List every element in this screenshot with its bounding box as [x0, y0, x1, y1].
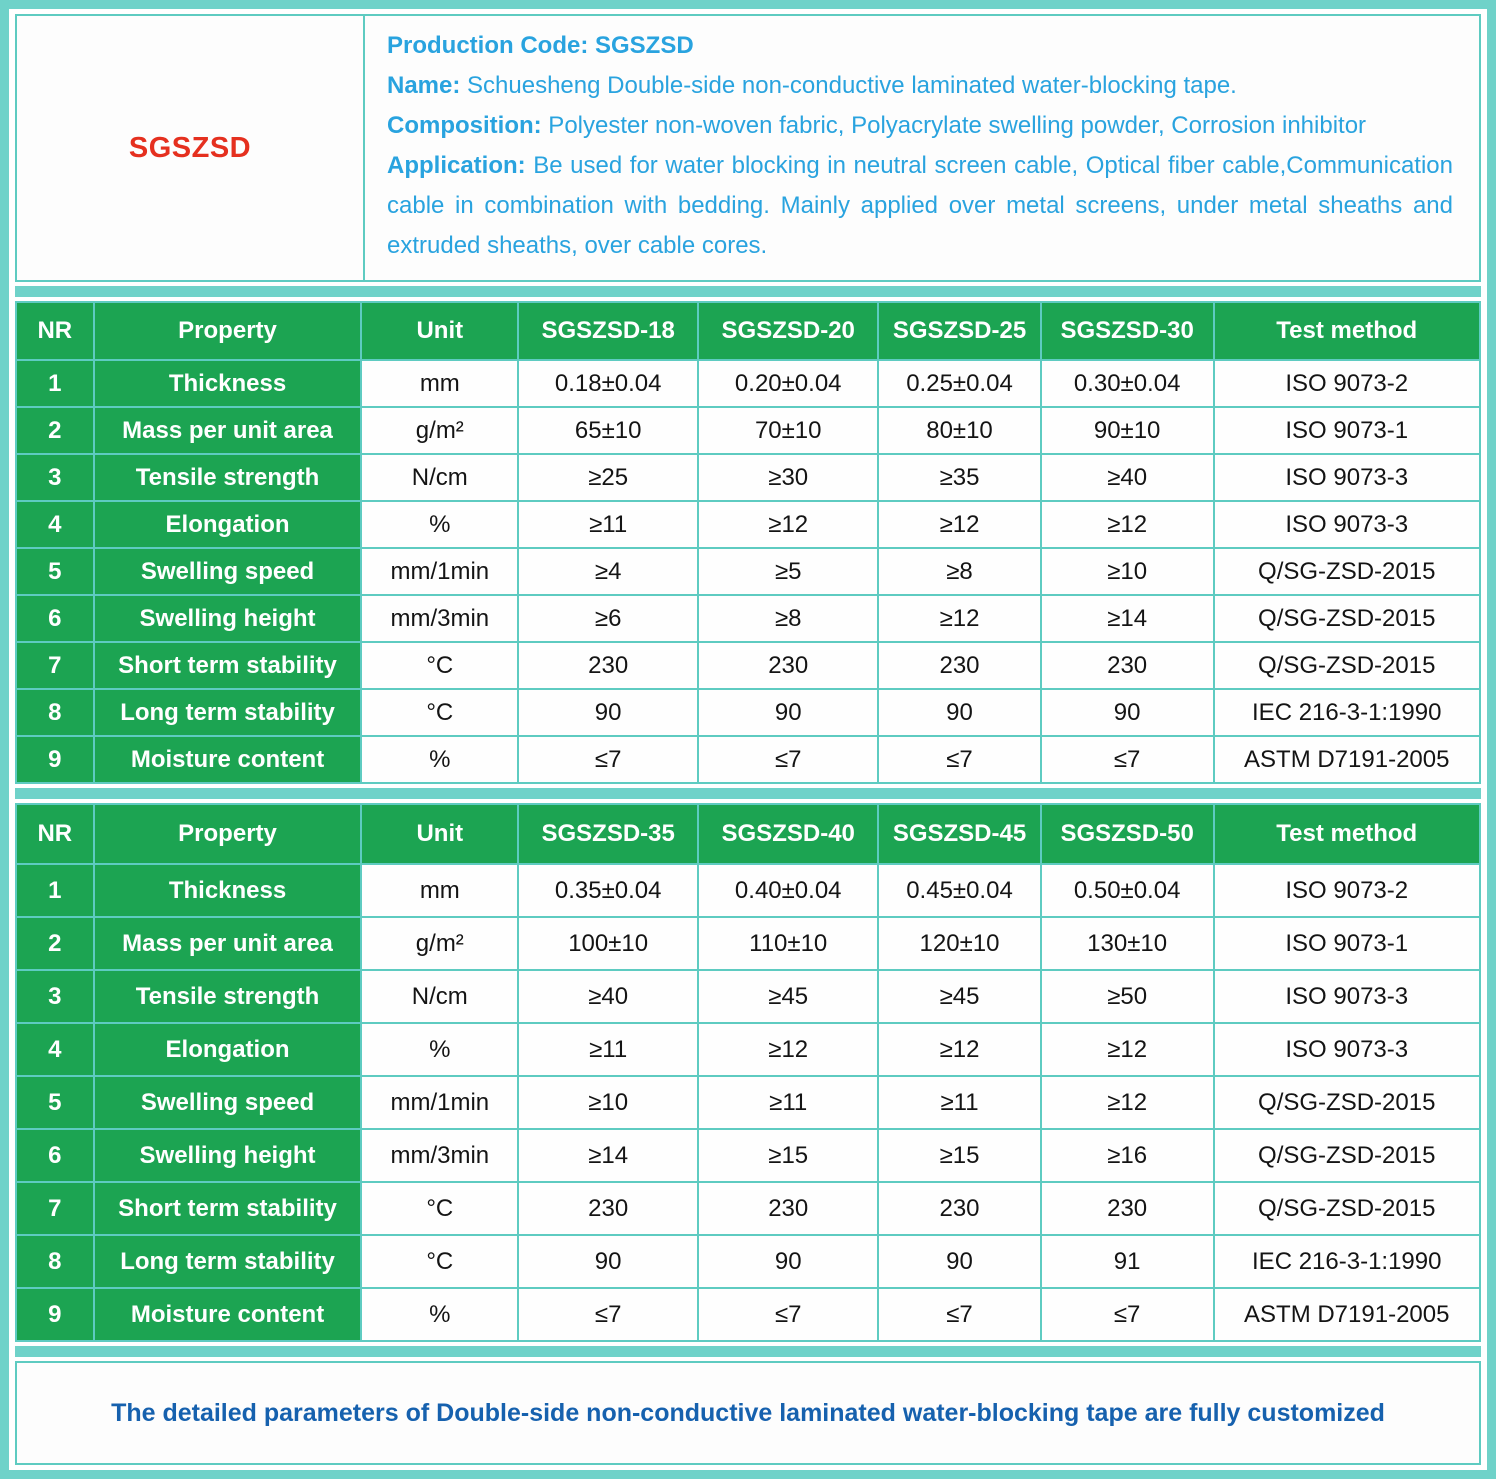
row-number: 1 [16, 360, 94, 407]
test-method-cell: Q/SG-ZSD-2015 [1214, 595, 1481, 642]
unit-cell: g/m² [361, 917, 518, 970]
row-number: 2 [16, 407, 94, 454]
row-number: 3 [16, 454, 94, 501]
value-cell: 90 [878, 1235, 1041, 1288]
unit-cell: g/m² [361, 407, 518, 454]
property-cell: Long term stability [94, 689, 362, 736]
test-method-cell: Q/SG-ZSD-2015 [1214, 1076, 1481, 1129]
test-method-cell: ISO 9073-2 [1214, 360, 1481, 407]
unit-cell: mm/1min [361, 1076, 518, 1129]
value-cell: ≥12 [878, 1023, 1041, 1076]
value-cell: 0.50±0.04 [1041, 864, 1214, 917]
test-method-cell: ISO 9073-3 [1214, 454, 1481, 501]
value-cell: ≥10 [1041, 548, 1214, 595]
table-row [16, 917, 1480, 970]
property-cell: Short term stability [94, 1182, 362, 1235]
column-header-sgszsd-30: SGSZSD-30 [1041, 302, 1214, 360]
property-cell: Swelling speed [94, 548, 362, 595]
row-number: 7 [16, 1182, 94, 1235]
value-cell: ≥8 [878, 548, 1041, 595]
test-method-cell: ASTM D7191-2005 [1214, 736, 1481, 783]
value-cell: ≥11 [878, 1076, 1041, 1129]
value-cell: 0.18±0.04 [518, 360, 698, 407]
value-cell: ≤7 [878, 736, 1041, 783]
row-number: 5 [16, 1076, 94, 1129]
test-method-cell: ISO 9073-3 [1214, 501, 1481, 548]
column-header-sgszsd-45: SGSZSD-45 [878, 804, 1041, 864]
value-cell: 70±10 [698, 407, 878, 454]
column-header-sgszsd-40: SGSZSD-40 [698, 804, 878, 864]
spec-table-2 [15, 803, 1481, 1342]
value-cell: 65±10 [518, 407, 698, 454]
table-header-row [16, 804, 1480, 864]
column-header-nr: NR [16, 302, 94, 360]
value-cell: ≥12 [1041, 1076, 1214, 1129]
test-method-cell: ISO 9073-1 [1214, 917, 1481, 970]
value-cell: ≥45 [698, 970, 878, 1023]
table-row [16, 407, 1480, 454]
property-cell: Tensile strength [94, 454, 362, 501]
property-cell: Swelling speed [94, 1076, 362, 1129]
value-cell: 90 [698, 689, 878, 736]
row-number: 6 [16, 595, 94, 642]
value-cell: 230 [518, 1182, 698, 1235]
name-line [387, 66, 1453, 106]
table-row [16, 736, 1480, 783]
row-number: 4 [16, 1023, 94, 1076]
value-cell: 230 [1041, 1182, 1214, 1235]
table-row [16, 970, 1480, 1023]
column-header-test-method: Test method [1214, 302, 1481, 360]
row-number: 5 [16, 548, 94, 595]
table-row [16, 1288, 1480, 1341]
value-cell: 230 [878, 642, 1041, 689]
table-row [16, 1023, 1480, 1076]
test-method-cell: Q/SG-ZSD-2015 [1214, 1129, 1481, 1182]
table-row [16, 454, 1480, 501]
column-header-sgszsd-35: SGSZSD-35 [518, 804, 698, 864]
value-cell: ≥12 [878, 595, 1041, 642]
value-cell: ≥12 [1041, 1023, 1214, 1076]
test-method-cell: ISO 9073-1 [1214, 407, 1481, 454]
value-cell: ≤7 [1041, 1288, 1214, 1341]
value-cell: 230 [878, 1182, 1041, 1235]
row-number: 6 [16, 1129, 94, 1182]
value-cell: 130±10 [1041, 917, 1214, 970]
unit-cell: °C [361, 1182, 518, 1235]
production-code-line [387, 26, 1453, 66]
property-cell: Mass per unit area [94, 407, 362, 454]
property-cell: Tensile strength [94, 970, 362, 1023]
test-method-cell: ISO 9073-2 [1214, 864, 1481, 917]
footer-bar [15, 1361, 1481, 1465]
value-cell: ≥8 [698, 595, 878, 642]
product-code-cell [17, 16, 365, 280]
value-cell: ≤7 [698, 1288, 878, 1341]
unit-cell: % [361, 1288, 518, 1341]
property-cell: Moisture content [94, 1288, 362, 1341]
table-row [16, 642, 1480, 689]
property-cell: Swelling height [94, 595, 362, 642]
value-cell: 0.20±0.04 [698, 360, 878, 407]
table-row [16, 1235, 1480, 1288]
composition-text: Polyester non-woven fabric, Polyacrylate swelling powder, Corrosion inhibitor [541, 112, 1367, 139]
value-cell: 230 [518, 642, 698, 689]
table-row [16, 548, 1480, 595]
table-row [16, 1076, 1480, 1129]
production-code-label: Production Code: SGSZSD [387, 32, 694, 59]
value-cell: ≥11 [698, 1076, 878, 1129]
product-header [15, 14, 1481, 282]
value-cell: ≥16 [1041, 1129, 1214, 1182]
unit-cell: % [361, 501, 518, 548]
value-cell: 90 [518, 1235, 698, 1288]
value-cell: 91 [1041, 1235, 1214, 1288]
value-cell: ≥6 [518, 595, 698, 642]
unit-cell: mm/1min [361, 548, 518, 595]
row-number: 8 [16, 1235, 94, 1288]
property-cell: Thickness [94, 360, 362, 407]
value-cell: 0.45±0.04 [878, 864, 1041, 917]
row-number: 9 [16, 736, 94, 783]
value-cell: ≥12 [698, 1023, 878, 1076]
table-row [16, 1182, 1480, 1235]
value-cell: ≥40 [518, 970, 698, 1023]
column-header-property: Property [94, 302, 362, 360]
footer-note: The detailed parameters of Double-side non-conductive laminated water-blocking tape are fully customized [111, 1398, 1385, 1427]
test-method-cell: ISO 9073-3 [1214, 970, 1481, 1023]
value-cell: ≥35 [878, 454, 1041, 501]
composition-label: Composition: [387, 112, 542, 139]
test-method-cell: IEC 216-3-1:1990 [1214, 1235, 1481, 1288]
test-method-cell: Q/SG-ZSD-2015 [1214, 642, 1481, 689]
unit-cell: mm/3min [361, 1129, 518, 1182]
value-cell: ≥11 [518, 501, 698, 548]
value-cell: 230 [698, 642, 878, 689]
value-cell: 120±10 [878, 917, 1041, 970]
unit-cell: mm [361, 360, 518, 407]
application-line [387, 146, 1453, 266]
property-cell: Mass per unit area [94, 917, 362, 970]
value-cell: 90±10 [1041, 407, 1214, 454]
row-number: 8 [16, 689, 94, 736]
property-cell: Swelling height [94, 1129, 362, 1182]
table-header-row [16, 302, 1480, 360]
property-cell: Moisture content [94, 736, 362, 783]
property-cell: Long term stability [94, 1235, 362, 1288]
value-cell: 90 [1041, 689, 1214, 736]
table-row [16, 360, 1480, 407]
value-cell: ≥12 [878, 501, 1041, 548]
value-cell: ≤7 [878, 1288, 1041, 1341]
property-cell: Thickness [94, 864, 362, 917]
unit-cell: mm [361, 864, 518, 917]
value-cell: ≤7 [1041, 736, 1214, 783]
value-cell: ≥5 [698, 548, 878, 595]
table-row [16, 689, 1480, 736]
test-method-cell: Q/SG-ZSD-2015 [1214, 1182, 1481, 1235]
column-header-nr: NR [16, 804, 94, 864]
value-cell: ≥12 [698, 501, 878, 548]
column-header-sgszsd-18: SGSZSD-18 [518, 302, 698, 360]
value-cell: 0.25±0.04 [878, 360, 1041, 407]
product-description [365, 16, 1479, 280]
row-number: 1 [16, 864, 94, 917]
value-cell: 110±10 [698, 917, 878, 970]
value-cell: ≥14 [1041, 595, 1214, 642]
column-header-sgszsd-20: SGSZSD-20 [698, 302, 878, 360]
separator-band [15, 1346, 1481, 1357]
value-cell: ≤7 [518, 736, 698, 783]
row-number: 4 [16, 501, 94, 548]
name-label: Name: [387, 72, 461, 99]
unit-cell: N/cm [361, 454, 518, 501]
unit-cell: N/cm [361, 970, 518, 1023]
value-cell: ≥40 [1041, 454, 1214, 501]
unit-cell: °C [361, 689, 518, 736]
value-cell: 230 [698, 1182, 878, 1235]
application-label: Application: [387, 152, 526, 179]
column-header-property: Property [94, 804, 362, 864]
property-cell: Elongation [94, 1023, 362, 1076]
table-row [16, 595, 1480, 642]
unit-cell: % [361, 1023, 518, 1076]
table-row [16, 1129, 1480, 1182]
column-header-sgszsd-25: SGSZSD-25 [878, 302, 1041, 360]
application-text: Be used for water blocking in neutral screen cable, Optical fiber cable,Communication cable in combination with bedding. Mainly applied over metal screens, under metal sheaths and extruded sheaths, over cable cores. [387, 152, 1453, 259]
value-cell: 80±10 [878, 407, 1041, 454]
test-method-cell: Q/SG-ZSD-2015 [1214, 548, 1481, 595]
value-cell: 90 [518, 689, 698, 736]
row-number: 2 [16, 917, 94, 970]
separator-band [15, 286, 1481, 297]
value-cell: ≥45 [878, 970, 1041, 1023]
test-method-cell: IEC 216-3-1:1990 [1214, 689, 1481, 736]
name-text: Schuesheng Double-side non-conductive laminated water-blocking tape. [460, 72, 1237, 99]
test-method-cell: ISO 9073-3 [1214, 1023, 1481, 1076]
value-cell: ≤7 [518, 1288, 698, 1341]
value-cell: ≤7 [698, 736, 878, 783]
unit-cell: °C [361, 642, 518, 689]
property-cell: Elongation [94, 501, 362, 548]
table-row [16, 864, 1480, 917]
value-cell: 90 [698, 1235, 878, 1288]
separator-band [15, 788, 1481, 799]
row-number: 9 [16, 1288, 94, 1341]
table-row [16, 501, 1480, 548]
value-cell: 0.35±0.04 [518, 864, 698, 917]
value-cell: ≥10 [518, 1076, 698, 1129]
product-code: SGSZSD [128, 131, 252, 164]
value-cell: ≥15 [878, 1129, 1041, 1182]
row-number: 3 [16, 970, 94, 1023]
value-cell: 100±10 [518, 917, 698, 970]
value-cell: ≥12 [1041, 501, 1214, 548]
unit-cell: °C [361, 1235, 518, 1288]
test-method-cell: ASTM D7191-2005 [1214, 1288, 1481, 1341]
value-cell: 0.30±0.04 [1041, 360, 1214, 407]
value-cell: ≥4 [518, 548, 698, 595]
row-number: 7 [16, 642, 94, 689]
composition-line [387, 106, 1453, 146]
value-cell: 0.40±0.04 [698, 864, 878, 917]
value-cell: ≥25 [518, 454, 698, 501]
value-cell: ≥30 [698, 454, 878, 501]
column-header-unit: Unit [361, 302, 518, 360]
column-header-sgszsd-50: SGSZSD-50 [1041, 804, 1214, 864]
unit-cell: mm/3min [361, 595, 518, 642]
spec-table-1 [15, 301, 1481, 784]
column-header-test-method: Test method [1214, 804, 1481, 864]
value-cell: ≥14 [518, 1129, 698, 1182]
column-header-unit: Unit [361, 804, 518, 864]
property-cell: Short term stability [94, 642, 362, 689]
value-cell: ≥50 [1041, 970, 1214, 1023]
value-cell: ≥15 [698, 1129, 878, 1182]
value-cell: 230 [1041, 642, 1214, 689]
value-cell: 90 [878, 689, 1041, 736]
unit-cell: % [361, 736, 518, 783]
value-cell: ≥11 [518, 1023, 698, 1076]
